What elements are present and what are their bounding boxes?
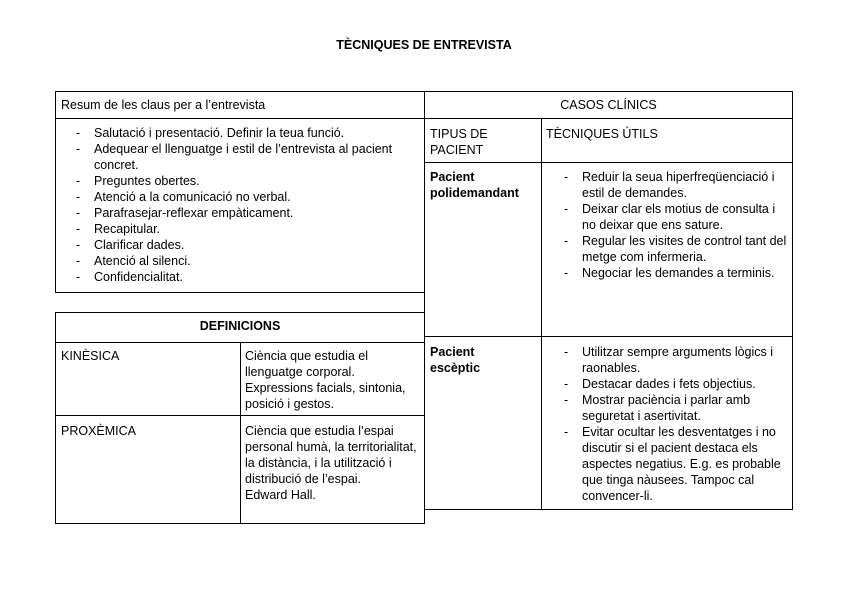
definition-kinesica: Ciència que estudia el llenguatge corporal. Expressions facials, sintonia, posició i gestos.: [245, 349, 406, 411]
list-item: - Parafrasejar-reflexar empàticament.: [56, 205, 406, 221]
list-item: - Confidencialitat.: [56, 269, 406, 285]
patient-type-esceptic: Pacient escèptic: [430, 345, 481, 375]
list-item: - Regular les visites de control tant del metge com infermeria.: [542, 233, 787, 265]
definitions-table: [55, 312, 425, 524]
definition-proxemica: Ciència que estudia l’espai personal humà, la territorialitat, la distància, i la utilització i distribució de l’espai.: [245, 424, 417, 486]
list-item: - Negociar les demandes a terminis.: [542, 265, 787, 281]
list-item: - Reduir la seua hiperfreqüenciació i estil de demandes.: [542, 169, 787, 201]
list-item: - Utilitzar sempre arguments lògics i raonables.: [542, 344, 789, 376]
summary-header: Resum de les claus per a l’entrevista: [61, 98, 266, 112]
page-title: TÈCNIQUES DE ENTREVISTA: [336, 38, 512, 52]
col-header-patient-type: TIPUS DE PACIENT: [430, 127, 488, 157]
list-item: - Clarificar dades.: [56, 237, 406, 253]
list-item: - Deixar clar els motius de consulta i no deixar que ens sature.: [542, 201, 787, 233]
list-item: - Destacar dades i fets objectius.: [542, 376, 789, 392]
list-item: - Preguntes obertes.: [56, 173, 406, 189]
cases-table: [424, 91, 793, 510]
cases-header: CASOS CLÍNICS: [560, 98, 657, 112]
list-item: - Evitar ocultar les desventatges i no discutir si el pacient destaca els aspectes negatius. E.g. es probable que tinga nàusees. Tampoc cal convencer-li.: [542, 424, 789, 504]
list-item: - Atenció a la comunicació no verbal.: [56, 189, 406, 205]
summary-divider: [56, 118, 424, 119]
summary-list: [56, 125, 406, 285]
list-item: - Mostrar paciència i parlar amb seguretat i asertivitat.: [542, 392, 789, 424]
list-item: - Salutació i presentació. Definir la teua funció.: [56, 125, 406, 141]
techniques-list: [542, 344, 789, 504]
patient-type-polidemandant: Pacient polidemandant: [430, 170, 519, 200]
definition-author: Edward Hall.: [245, 488, 316, 502]
term-proxemica: PROXÈMICA: [61, 424, 137, 438]
list-item: - Recapitular.: [56, 221, 406, 237]
definitions-header: DEFINICIONS: [199, 319, 281, 333]
col-header-techniques: TÈCNIQUES ÚTILS: [546, 127, 658, 141]
list-item: - Atenció al silenci.: [56, 253, 406, 269]
term-kinesica: KINÈSICA: [61, 349, 120, 363]
summary-table: [55, 91, 425, 293]
list-item: - Adequear el llenguatge i estil de l’entrevista al pacient concret.: [56, 141, 406, 173]
techniques-list: [542, 169, 787, 281]
